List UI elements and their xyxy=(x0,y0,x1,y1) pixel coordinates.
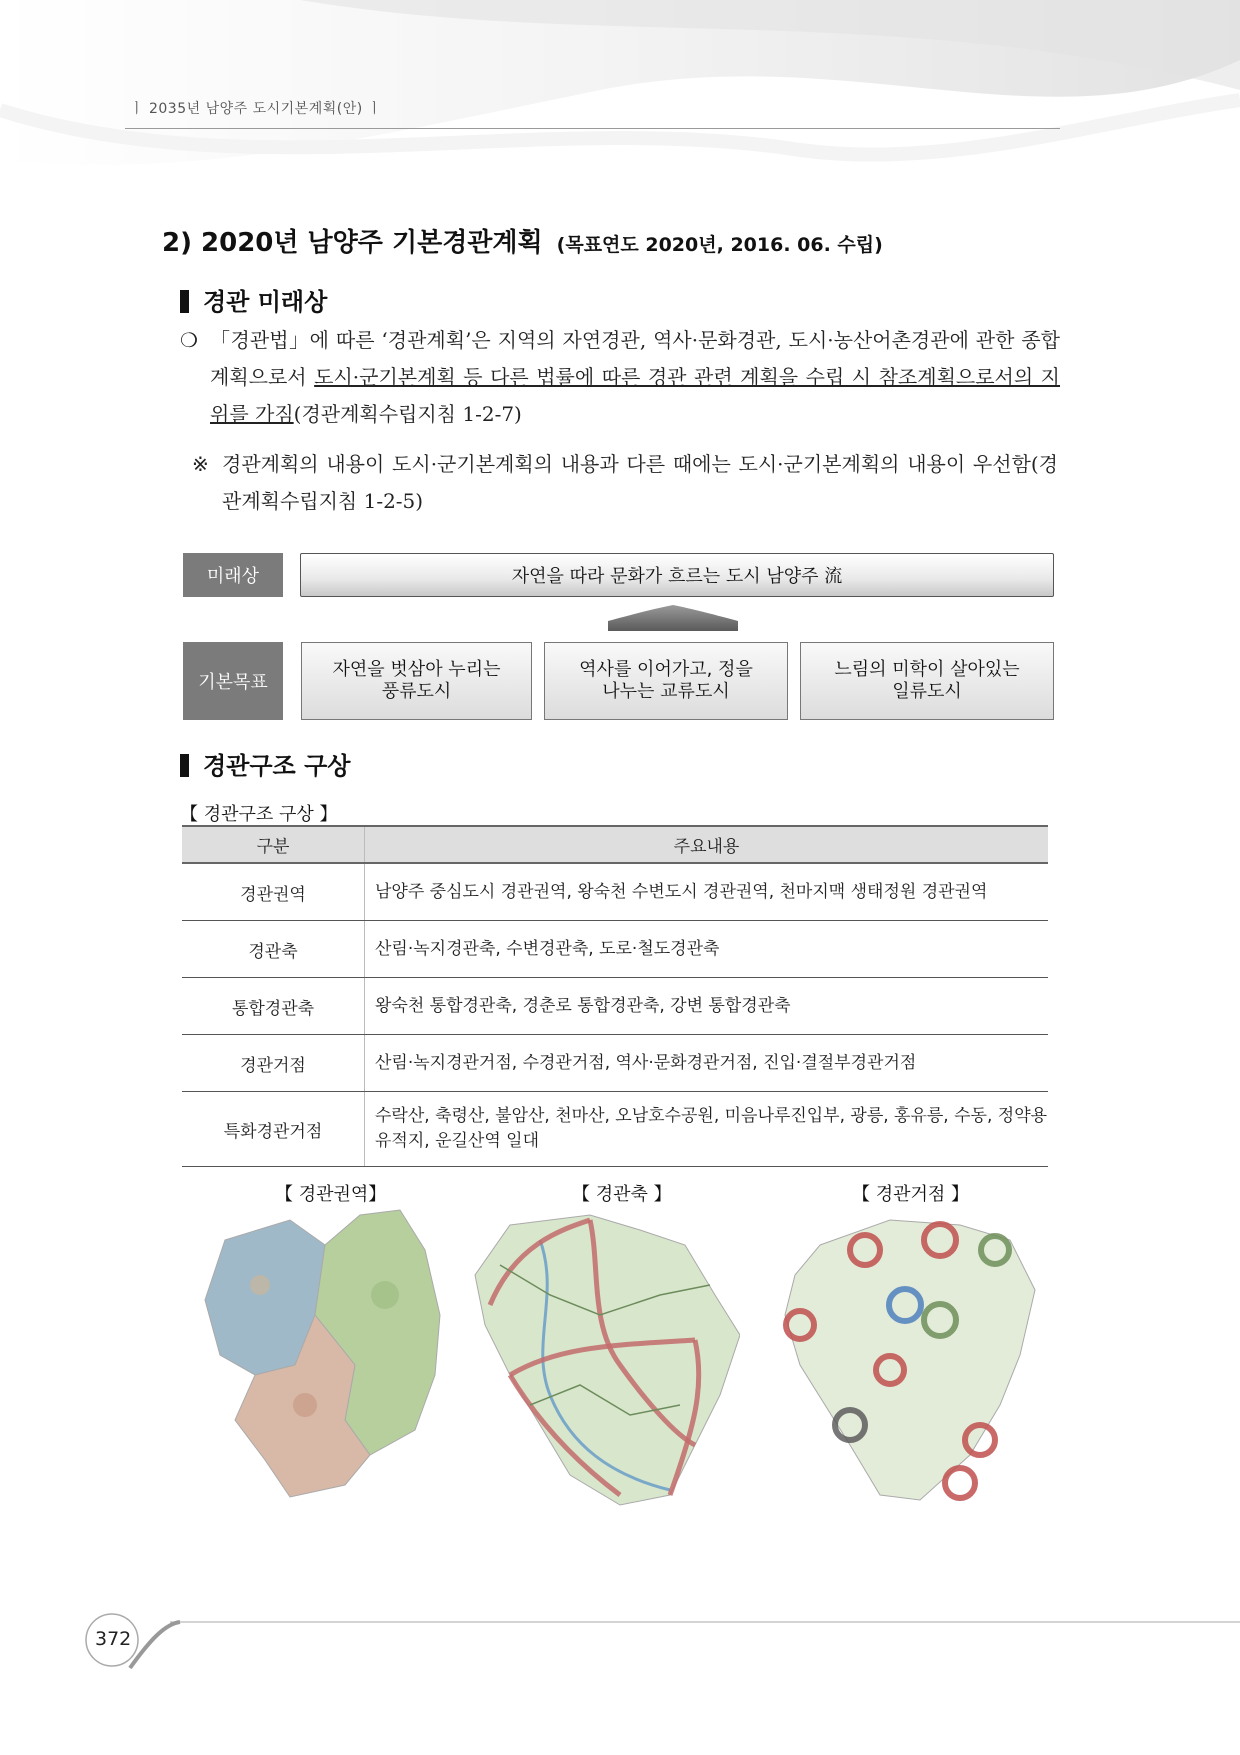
table-row xyxy=(182,863,1048,921)
row-content: 산림·녹지경관축, 수변경관축, 도로·철도경관축 xyxy=(365,921,1049,978)
row-category: 경관권역 xyxy=(182,863,365,921)
goal-label: 기본목표 xyxy=(183,642,283,720)
row-category: 특화경관거점 xyxy=(182,1092,365,1167)
row-category: 통합경관축 xyxy=(182,978,365,1035)
vision-heading xyxy=(180,282,327,317)
table-caption: 【 경관구조 구상 】 xyxy=(180,804,338,825)
landscape-axis-map xyxy=(470,1205,740,1510)
footer-decoration xyxy=(80,1610,1240,1670)
column-header: 구분 xyxy=(182,826,365,863)
column-header: 주요내용 xyxy=(365,826,1049,863)
note-mark: ※ xyxy=(192,452,209,476)
section-subtitle: (목표연도 2020년, 2016. 06. 수립) xyxy=(556,234,883,256)
vision-heading-text: 경관 미래상 xyxy=(203,288,328,316)
row-category: 경관거점 xyxy=(182,1035,365,1092)
goal-box xyxy=(800,642,1054,720)
circle-bullet-icon: ❍ xyxy=(180,328,198,352)
goal-box xyxy=(301,642,532,720)
vision-label: 미래상 xyxy=(183,553,283,597)
table-row xyxy=(182,1092,1048,1167)
header-divider xyxy=(125,128,1060,129)
table-row xyxy=(182,978,1048,1035)
heading-bar-icon xyxy=(180,290,189,313)
structure-heading xyxy=(180,746,350,781)
goal-line1: 느림의 미학이 살아있는 xyxy=(834,659,1020,680)
body-paragraph xyxy=(180,322,1060,433)
map-caption: 【 경관권역】 xyxy=(275,1184,387,1205)
note-paragraph xyxy=(192,446,1058,520)
landscape-node-map xyxy=(770,1205,1040,1510)
map-caption: 【 경관거점 】 xyxy=(852,1184,969,1205)
paragraph-underlined: 도시·군기본계획 등 다른 법률에 따른 경관 관련 계획을 수립 시 참조계획으로서의 지위를 가짐 xyxy=(210,365,1060,426)
row-content: 왕숙천 통합경관축, 경춘로 통합경관축, 강변 통합경관축 xyxy=(365,978,1049,1035)
goal-line1: 역사를 이어가고, 정을 xyxy=(579,659,753,680)
goal-box xyxy=(544,642,788,720)
vision-box: 자연을 따라 문화가 흐르는 도시 남양주 流 xyxy=(300,553,1054,597)
running-header: ㅣ 2035년 남양주 도시기본계획(안) ㅣ xyxy=(130,101,382,117)
structure-heading-text: 경관구조 구상 xyxy=(203,752,351,780)
row-category: 경관축 xyxy=(182,921,365,978)
note-text: 경관계획의 내용이 도시·군기본계획의 내용과 다른 때에는 도시·군기본계획의 내용이 우선함(경관계획수립지침 1-2-5) xyxy=(222,452,1058,513)
section-title-text: 2) 2020년 남양주 기본경관계획 xyxy=(162,228,543,258)
table-row xyxy=(182,921,1048,978)
goal-line2: 일류도시 xyxy=(892,681,962,702)
table-row xyxy=(182,1035,1048,1092)
section-title xyxy=(162,222,883,259)
row-content: 산림·녹지경관거점, 수경관거점, 역사·문화경관거점, 진입·결절부경관거점 xyxy=(365,1035,1049,1092)
paragraph-part1: 「경관법」에 따른 ‘경관계획’은 지역의 자연경관, 역사·문화경관, 도시·농산어촌경관에 관한 종합계획으로서 xyxy=(210,328,1060,389)
goal-line2: 풍류도시 xyxy=(381,681,452,702)
page-number: 372 xyxy=(95,1628,132,1650)
row-content: 수락산, 축령산, 불암산, 천마산, 오남호수공원, 미음나루진입부, 광릉, 홍유릉, 수동, 정약용유적지, 운길산역 일대 xyxy=(365,1092,1049,1167)
map-caption: 【 경관축 】 xyxy=(572,1184,672,1205)
row-content: 남양주 중심도시 경관권역, 왕숙천 수변도시 경관권역, 천마지맥 생태정원 경관권역 xyxy=(365,863,1049,921)
goal-line1: 자연을 벗삼아 누리는 xyxy=(332,659,501,680)
paragraph-text xyxy=(210,322,1060,433)
heading-bar-icon xyxy=(180,754,189,777)
goal-line2: 나누는 교류도시 xyxy=(602,681,730,702)
landscape-structure-table xyxy=(182,825,1048,1167)
table-header-row xyxy=(182,826,1048,863)
paragraph-part2: (경관계획수립지침 1-2-7) xyxy=(293,402,522,426)
landscape-zone-map xyxy=(195,1205,445,1500)
up-arrow-icon xyxy=(608,603,738,633)
